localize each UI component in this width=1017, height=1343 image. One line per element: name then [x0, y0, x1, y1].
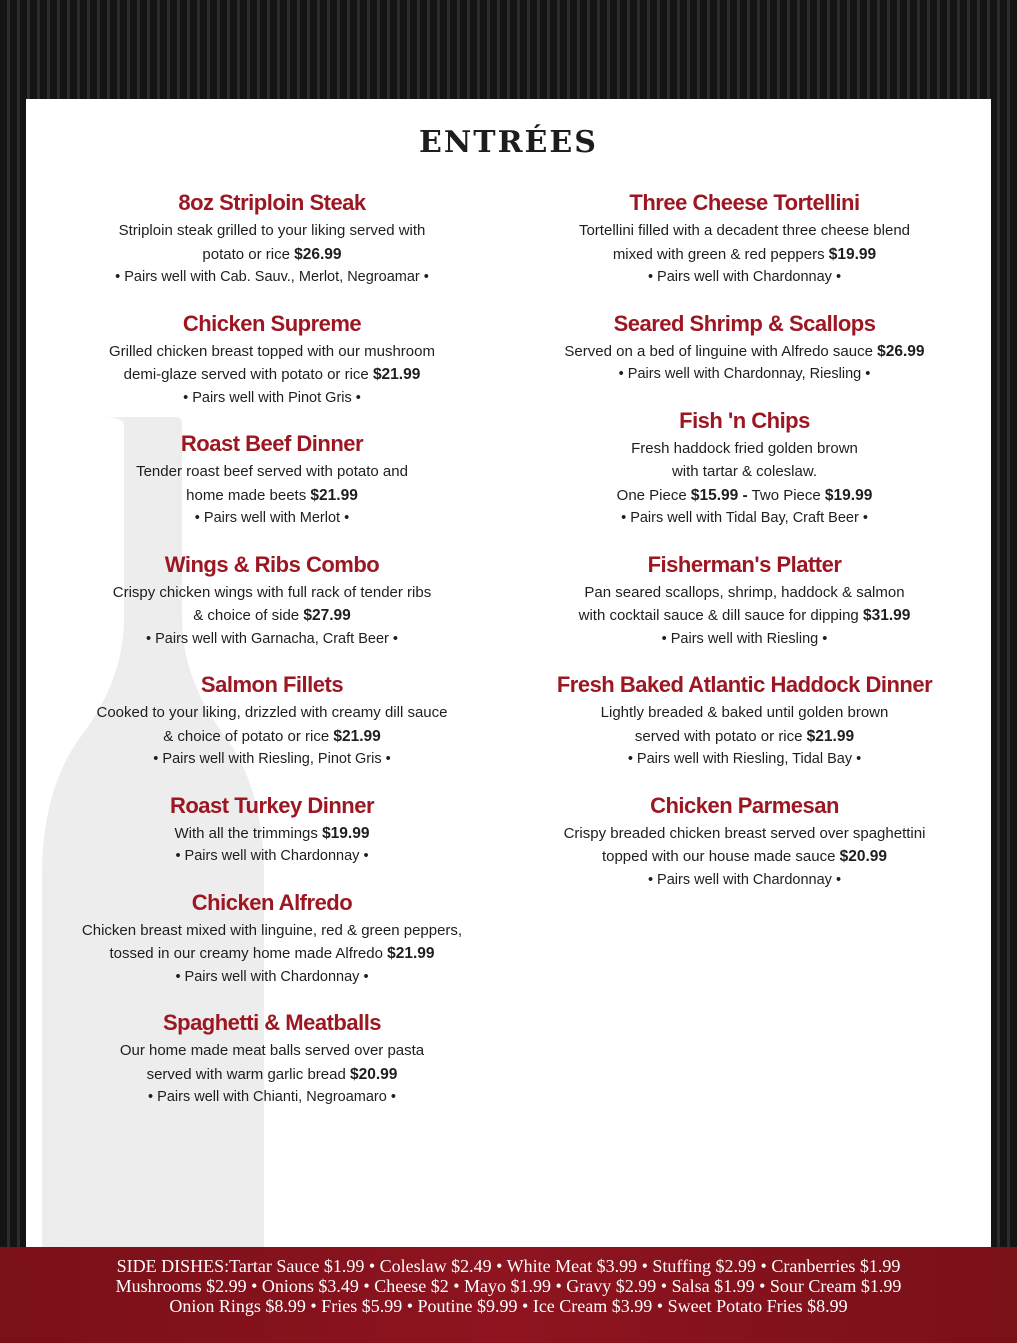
menu-item — [518, 408, 971, 531]
wine-pairing: • Pairs well with Cab. Sauv., Merlot, Negroamar • — [115, 269, 429, 285]
dish-description — [44, 460, 500, 484]
side-dishes-line: Onion Rings $8.99 • Fries $5.99 • Poutine $9.99 • Ice Cream $3.99 • Sweet Potato Fries $8.99 — [169, 1296, 848, 1316]
menu-item — [44, 431, 500, 531]
dish-description-text: demi-glaze served with potato or rice — [123, 366, 369, 383]
dish-description — [44, 942, 500, 966]
dish-description — [518, 822, 971, 846]
wine-pairing: • Pairs well with Chardonnay, Riesling • — [618, 366, 871, 382]
dish-description-text: Chicken breast mixed with linguine, red & green peppers, — [81, 921, 463, 939]
wine-pairing: • Pairs well with Riesling, Tidal Bay • — [627, 751, 862, 767]
side-dishes-line: Mushrooms $2.99 • Onions $3.49 • Cheese $2 • Mayo $1.99 • Gravy $2.99 • Salsa $1.99 • Sour Cream $1.99 — [115, 1276, 902, 1296]
dish-price: $26.99 — [877, 342, 925, 360]
menu-item — [44, 672, 500, 772]
dish-description — [518, 340, 971, 364]
dish-price: $20.99 — [839, 848, 888, 865]
dish-name: Spaghetti & Meatballs — [162, 1010, 382, 1035]
wine-pairing: • Pairs well with Tidal Bay, Craft Beer • — [621, 510, 868, 526]
dish-description-text: with cocktail sauce & dill sauce for dipping — [578, 607, 859, 624]
dish-name: Roast Beef Dinner — [180, 431, 364, 456]
dish-price: $21.99 — [372, 366, 421, 383]
dish-description — [44, 363, 500, 387]
dish-description — [44, 243, 500, 267]
dish-price: $26.99 — [294, 245, 342, 263]
right-menu-column — [518, 190, 971, 913]
dish-description-text: With all the trimmings — [174, 824, 318, 842]
dish-name: Salmon Fillets — [200, 672, 344, 697]
wine-pairing: • Pairs well with Chianti, Negroamaro • — [148, 1089, 396, 1105]
menu-item — [518, 552, 971, 652]
dish-name: Roast Turkey Dinner — [169, 792, 375, 818]
menu-item — [518, 311, 971, 387]
dish-description-text: potato or rice — [202, 245, 290, 263]
menu-item — [44, 552, 500, 652]
dish-description — [44, 1039, 500, 1063]
menu-item — [44, 311, 500, 411]
menu-item — [518, 190, 971, 290]
dish-name: Chicken Supreme — [182, 310, 362, 336]
dish-name: Wings & Ribs Combo — [164, 551, 380, 577]
dish-name: Three Cheese Tortellini — [629, 190, 860, 215]
dish-description — [518, 581, 971, 605]
portion-label: One Piece — [616, 486, 687, 504]
menu-panel — [26, 99, 991, 1259]
dish-description — [44, 701, 500, 725]
dish-description-text: Grilled chicken breast topped with our mushroom — [109, 342, 435, 360]
dish-price: $15.99 — [690, 486, 739, 504]
menu-item — [518, 793, 971, 893]
dish-description — [518, 604, 971, 628]
dish-description-text: Cooked to your liking, drizzled with creamy dill sauce — [96, 704, 448, 721]
menu-item — [44, 1010, 500, 1110]
dish-description-text: & choice of potato or rice — [163, 727, 330, 745]
dish-name: Chicken Parmesan — [650, 792, 839, 818]
dish-description-text: Striploin steak grilled to your liking served with — [118, 222, 426, 239]
dish-name: Fish 'n Chips — [679, 407, 810, 433]
dish-description — [44, 219, 500, 243]
wine-pairing: • Pairs well with Merlot • — [194, 510, 350, 526]
menu-item — [44, 190, 500, 290]
dish-description-text: Lightly breaded & baked until golden brown — [600, 704, 889, 721]
dish-price: $31.99 — [862, 607, 911, 624]
dish-description — [44, 919, 500, 943]
dish-description-text: served with potato or rice — [634, 727, 803, 745]
dish-name: Chicken Alfredo — [191, 889, 353, 915]
dish-price: $20.99 — [350, 1065, 398, 1083]
dish-description-text: with tartar & coleslaw. — [671, 463, 818, 480]
side-dishes-line: SIDE DISHES:Tartar Sauce $1.99 • Coleslaw $2.49 • White Meat $3.99 • Stuffing $2.99 • Cranberries $1.99 — [116, 1256, 901, 1276]
dish-description-text: Our home made meat balls served over pasta — [119, 1042, 425, 1059]
dish-price: $21.99 — [387, 945, 435, 962]
dish-price: $21.99 — [333, 727, 381, 745]
dish-description — [518, 845, 971, 869]
dish-description — [44, 581, 500, 605]
dish-price: $21.99 — [806, 727, 855, 745]
wine-pairing: • Pairs well with Chardonnay • — [175, 848, 369, 864]
dish-description-text: Crispy breaded chicken breast served over spaghettini — [563, 824, 926, 842]
dish-price: $21.99 — [310, 486, 358, 504]
dish-description-text: & choice of side — [193, 607, 300, 624]
dish-price: $19.99 — [824, 486, 873, 504]
dish-name: 8oz Striploin Steak — [178, 190, 366, 215]
dish-description — [44, 604, 500, 628]
dish-description-text: home made beets — [186, 486, 307, 504]
portion-separator: - — [742, 486, 748, 504]
dish-price: $27.99 — [303, 607, 351, 624]
page-title: ENTRÉES — [419, 125, 598, 160]
wine-pairing: • Pairs well with Riesling • — [661, 630, 828, 647]
wine-pairing: • Pairs well with Chardonnay • — [647, 871, 842, 888]
dish-description-text: served with warm garlic bread — [146, 1065, 346, 1083]
dish-price: $19.99 — [828, 245, 877, 263]
dish-description — [518, 437, 971, 461]
menu-item — [44, 890, 500, 990]
dish-description-text: tossed in our creamy home made Alfredo — [109, 945, 383, 962]
dish-description — [518, 219, 971, 243]
dish-description — [518, 460, 971, 484]
menu-item — [518, 672, 971, 772]
dish-description — [44, 1063, 500, 1087]
dish-name: Fresh Baked Atlantic Haddock Dinner — [556, 672, 933, 697]
dish-description-text: Tender roast beef served with potato and — [136, 463, 408, 480]
dish-description-text: Fresh haddock fried golden brown — [631, 439, 858, 457]
dish-name: Seared Shrimp & Scallops — [613, 310, 876, 336]
side-dishes-band — [0, 1247, 1017, 1343]
dish-description-text: Crispy chicken wings with full rack of tender ribs — [112, 583, 432, 601]
wine-pairing: • Pairs well with Chardonnay • — [647, 269, 842, 285]
dish-description — [44, 725, 500, 749]
dish-description — [518, 243, 971, 267]
dish-description — [44, 822, 500, 846]
dish-description-text: topped with our house made sauce — [601, 848, 836, 865]
wine-pairing: • Pairs well with Chardonnay • — [175, 968, 369, 985]
dish-description-text: Pan seared scallops, shrimp, haddock & salmon — [584, 583, 905, 601]
dish-description-text: Served on a bed of linguine with Alfredo sauce — [564, 342, 873, 360]
dish-description-text: mixed with green & red peppers — [612, 245, 825, 263]
portion-label: Two Piece — [751, 486, 821, 504]
dish-description — [44, 484, 500, 508]
wine-pairing: • Pairs well with Pinot Gris • — [183, 389, 361, 406]
left-menu-column — [44, 190, 500, 1131]
dish-description — [518, 725, 971, 749]
dish-description-text: Tortellini filled with a decadent three cheese blend — [578, 222, 911, 239]
dish-name: Fisherman's Platter — [647, 551, 842, 577]
menu-item — [44, 793, 500, 869]
dish-price: $19.99 — [322, 824, 370, 842]
dish-portion-options — [518, 484, 971, 508]
wine-pairing: • Pairs well with Riesling, Pinot Gris • — [153, 751, 391, 767]
wine-pairing: • Pairs well with Garnacha, Craft Beer • — [146, 630, 398, 647]
dish-description — [518, 701, 971, 725]
dish-description — [44, 340, 500, 364]
